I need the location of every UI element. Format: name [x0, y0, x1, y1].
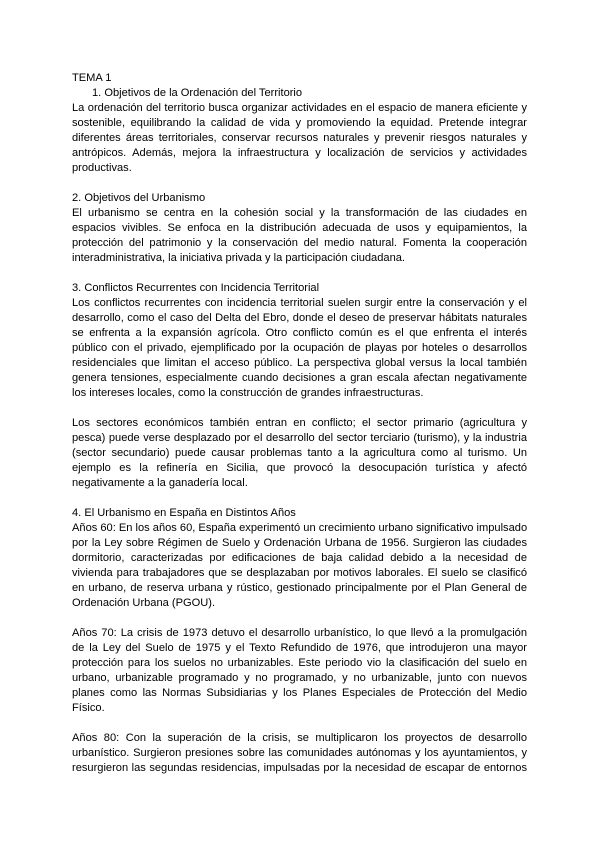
- text-line: Años 60: En los años 60, España experimentó un crecimiento urbano significativo impulsado: [72, 522, 527, 534]
- text-line: de la Ley del Suelo de 1975 y el Texto Refundido de 1976, que introdujeron una mayor: [72, 642, 527, 654]
- text-line: sostenible, equilibrando la calidad de vida y promoviendo la equidad. Pretende integrar: [72, 117, 527, 129]
- text-line: Ordenación Urbana (PGOU).: [72, 597, 216, 609]
- text-line: planes como las Normas Subsidiarias y los Planes Especiales de Protección del Medio: [72, 687, 527, 699]
- document-title: TEMA 1: [72, 72, 112, 84]
- text-line: Los sectores económicos también entran en conflicto; el sector primario (agricultura y: [72, 417, 527, 429]
- text-line: antrópicos. Además, mejora la infraestructura y localización de servicios y actividades: [72, 147, 527, 159]
- section-2-heading: 2. Objetivos del Urbanismo: [72, 192, 206, 204]
- text-line: ejemplo es la refinería en Sicilia, que provocó la desocupación turística y afectó: [72, 462, 527, 474]
- text-line: diferentes áreas territoriales, conservar recursos naturales y prevenir riesgos naturales y: [72, 132, 527, 144]
- text-line: La ordenación del territorio busca organizar actividades en el espacio de manera eficiente y: [72, 102, 527, 114]
- text-line: los intereses locales, como la construcción de grandes infraestructuras.: [72, 387, 424, 399]
- text-line: público con el privado, ejemplificado por la ocupación de playas por hoteles o desarrollos: [72, 342, 527, 354]
- text-line: se enfrenta a la expansión agrícola. Otro conflicto común es el que enfrenta el interés: [72, 327, 527, 339]
- text-line: urbano, urbanizable programado y no programado, y no urbanizable, junto con nuevos: [72, 672, 527, 684]
- text-line: dormitorio, caracterizadas por edificaciones de baja calidad debido a la necesidad de: [72, 552, 527, 564]
- text-line: interadministrativa, la iniciativa privada y la participación ciudadana.: [72, 252, 405, 264]
- text-line: residenciales que limitan el acceso público. La perspectiva global versus la local también: [72, 357, 527, 369]
- text-line: Años 70: La crisis de 1973 detuvo el desarrollo urbanístico, lo que llevó a la promulgación: [72, 627, 527, 639]
- section-1-heading: 1. Objetivos de la Ordenación del Territorio: [92, 87, 303, 99]
- text-line: Físico.: [72, 702, 105, 714]
- text-line: protección para los suelos no urbanizables. Este periodo vio la clasificación del suelo en: [72, 657, 527, 669]
- text-line: Años 80: Con la superación de la crisis, se multiplicaron los proyectos de desarrollo: [72, 732, 527, 744]
- text-line: protección del patrimonio y la conservación del medio natural. Fomenta la cooperación: [72, 237, 527, 249]
- text-line: por la Ley sobre Régimen de Suelo y Ordenación Urbana de 1956. Surgieron las ciudades: [72, 537, 527, 549]
- text-line: (sector secundario) puede causar problemas tanto a la agricultura como al turismo. Un: [72, 447, 527, 459]
- text-line: Los conflictos recurrentes con incidencia territorial suelen surgir entre la conservación y el: [72, 297, 527, 309]
- text-line: espacios vivibles. Se enfoca en la distribución adecuada de usos y equipamientos, la: [72, 222, 527, 234]
- text-line: negativamente a la ganadería local.: [72, 477, 248, 489]
- text-line: resurgieron las segundas residencias, impulsadas por la necesidad de escapar de entornos: [72, 762, 527, 774]
- text-line: genera tensiones, especialmente cuando decisiones a gran escala afectan negativamente: [72, 372, 527, 384]
- section-3-heading: 3. Conflictos Recurrentes con Incidencia Territorial: [72, 282, 320, 294]
- section-4-heading: 4. El Urbanismo en España en Distintos Años: [72, 507, 296, 519]
- text-line: en urbano, de reserva urbana y rústico, gestionado principalmente por el Plan General de: [72, 582, 527, 594]
- text-line: desarrollo, como el caso del Delta del Ebro, donde el deseo de preservar hábitats naturales: [72, 312, 527, 324]
- text-line: El urbanismo se centra en la cohesión social y la transformación de las ciudades en: [72, 207, 527, 219]
- text-line: pesca) puede verse desplazado por el desarrollo del sector terciario (turismo), y la industria: [72, 432, 527, 444]
- text-line: productivas.: [72, 162, 132, 174]
- text-line: vivienda para trabajadores que se desplazaban por motivos laborales. El suelo se clasificó: [72, 567, 527, 579]
- text-line: urbanístico. Surgieron presiones sobre las comunidades autónomas y los ayuntamientos, y: [72, 747, 527, 759]
